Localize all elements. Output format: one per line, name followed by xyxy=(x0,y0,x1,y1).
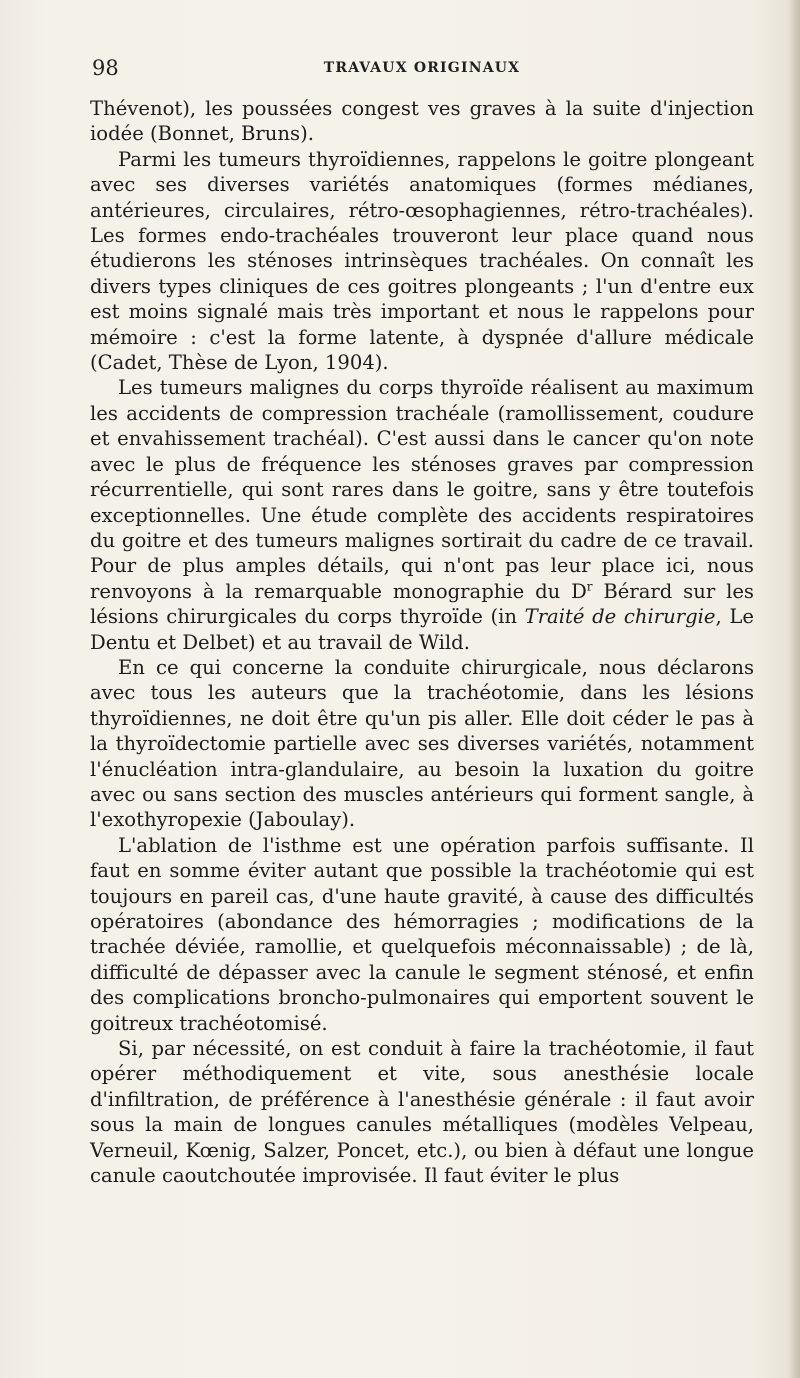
paragraph-3-italic-title: Traité de chirurgie xyxy=(524,605,716,629)
paragraph-2: Parmi les tumeurs thyroïdiennes, rappelons le goitre plongeant avec ses diverses variétés anatomiques (formes médianes, antérieures, circulaires, rétro-œsophagiennes, rétro-trachéales). Les formes endo-trachéales trouveront leur place quand nous étudierons les sténoses intrinsèques trachéales. On connaît les divers types cliniques de ces goitres plongeants ; l'un d'entre eux est moins signalé mais très important et nous le rappelons pour mémoire : c'est la forme latente, à dyspnée d'allure médicale (Cadet, Thèse de Lyon, 1904). xyxy=(90,147,754,375)
page-header xyxy=(92,56,752,86)
paragraph-3-text-c: , Le Dentu et Delbet) et au travail de Wild. xyxy=(90,605,754,654)
page-number: 98 xyxy=(92,56,119,80)
paragraph-1: Thévenot), les poussées congest ves graves à la suite d'injection iodée (Bonnet, Bruns). xyxy=(90,97,754,146)
body-text xyxy=(90,96,754,1188)
paragraph-4: En ce qui concerne la conduite chirurgicale, nous déclarons avec tous les auteurs que la trachéotomie, dans les lésions thyroïdiennes, ne doit être qu'un pis aller. Elle doit céder le pas à la thyroïdectomie partielle avec ses diverses variétés, notamment l'énucléation intra-glandulaire, au besoin la luxation du goitre avec ou sans section des muscles antérieurs qui forment sangle, à l'exothyropexie (Jaboulay). xyxy=(90,655,754,832)
paragraph-3-text-b: Bérard sur les lésions chirurgicales du corps thyroïde (in xyxy=(90,579,754,629)
page-edge-shadow xyxy=(788,0,800,1378)
paragraph-5: L'ablation de l'isthme est une opération parfois suffisante. Il faut en somme éviter autant que possible la trachéotomie qui est toujours en pareil cas, d'une haute gravité, à cause des difficultés opératoires (abondance des hémorragies ; modifications de la trachée déviée, ramollie, et quelquefois méconnaissable) ; de là, difficulté de dépasser avec la canule le segment sténosé, et enfin des complications broncho-pulmonaires qui emportent souvent le goitreux trachéotomisé. xyxy=(90,833,754,1035)
paragraph-3-superscript: r xyxy=(586,579,593,594)
paragraph-3 xyxy=(90,375,754,654)
paragraph-6: Si, par nécessité, on est conduit à faire la trachéotomie, il faut opérer méthodiquement et vite, sous anesthésie locale d'infiltration, de préférence à l'anesthésie générale : il faut avoir sous la main de longues canules métalliques (modèles Velpeau, Verneuil, Kœnig, Salzer, Poncet, etc.), ou bien à défaut une longue canule caoutchoutée improvisée. Il faut éviter le plus xyxy=(90,1037,754,1188)
paragraph-3-text-a: Les tumeurs malignes du corps thyroïde réalisent au maximum les accidents de compression trachéale (ramollissement, coudure et envahissement trachéal). C'est aussi dans le cancer qu'on note avec le plus de fréquence les sténoses graves par compression récurrentielle, qui sont rares dans le goitre, sans y être toutefois exceptionnelles. Une étude complète des accidents respiratoires du goitre et des tumeurs malignes sortirait du cadre de ce travail. Pour de plus amples détails, qui n'ont pas leur place ici, nous renvoyons à la remarquable monographie du D xyxy=(90,376,754,603)
running-title: TRAVAUX ORIGINAUX xyxy=(323,60,521,76)
